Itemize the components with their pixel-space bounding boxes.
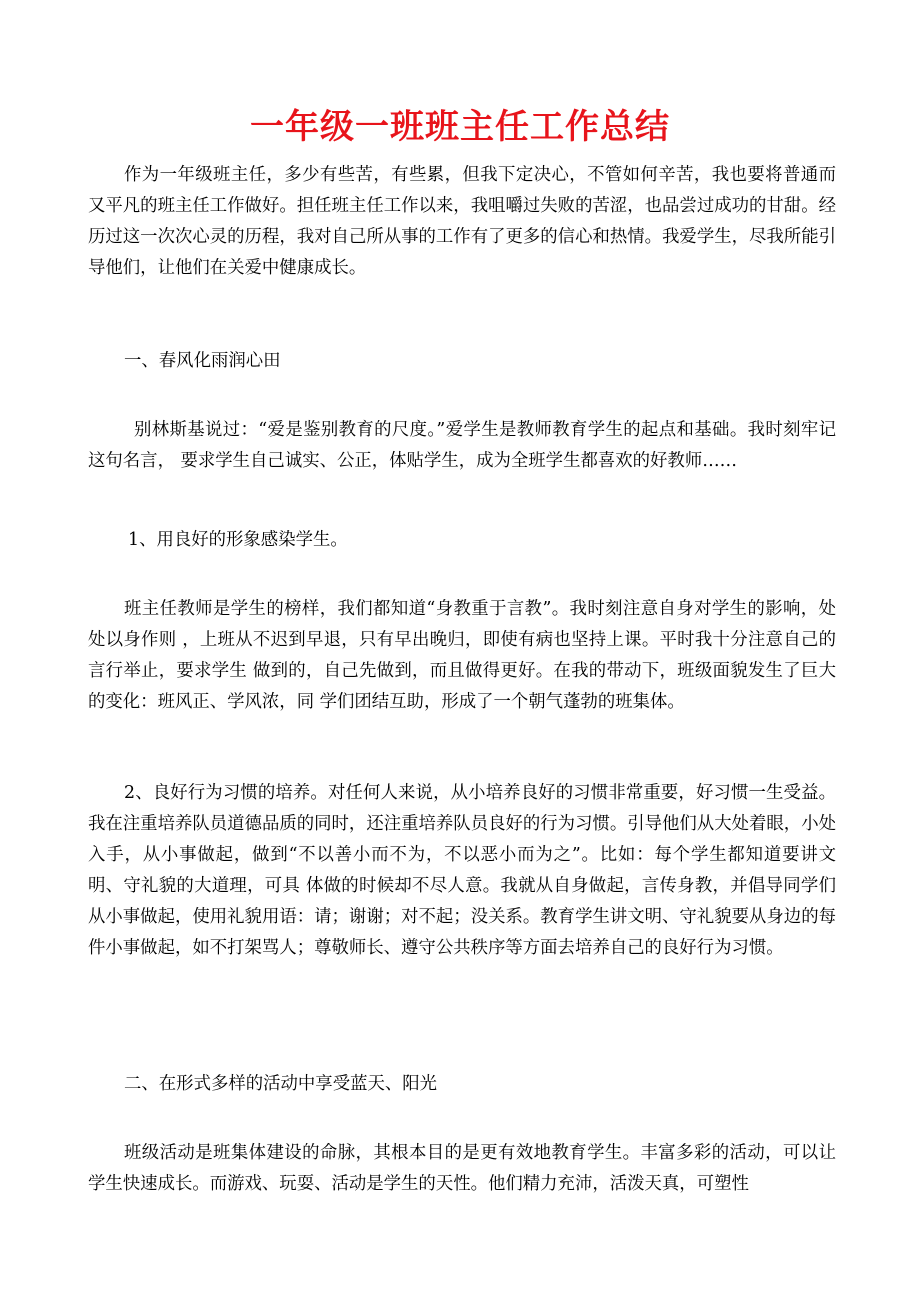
section-heading-2: 二、在形式多样的活动中享受蓝天、阳光 bbox=[124, 1074, 438, 1094]
paragraph-activities: 班级活动是班集体建设的命脉，其根本目的是更有效地教育学生。丰富多彩的活动，可以让学生快速成长。而游戏、玩耍、活动是学生的天性。他们精力充沛，活泼天真，可塑性 bbox=[88, 1143, 836, 1194]
paragraph-example: 班主任教师是学生的榜样，我们都知道“身教重于言教”。我时刻注意自身对学生的影响，处处以身作则 ，上班从不迟到早退，只有早出晚归，即使有病也坚持上课。平时我十分注意自己的言行举止，要求学生 做到的，自己先做到，而且做得更好。在我的带动下，班级面貌发生了巨大的变化：班风正、学风浓，同 学们团结互助，形成了一个朝气蓬勃的班集体。 bbox=[88, 599, 836, 712]
subheading-1: 1、用良好的形象感染学生。 bbox=[128, 530, 348, 550]
paragraph-intro: 作为一年级班主任，多少有些苦，有些累，但我下定决心，不管如何辛苦，我也要将普通而又平凡的班主任工作做好。担任班主任工作以来，我咀嚼过失败的苦涩，也品尝过成功的甘甜。经历过这一次次心灵的历程，我对自己所从事的工作有了更多的信心和热情。我爱学生，尽我所能引导他们，让他们在关爱中健康成长。 bbox=[88, 165, 836, 278]
paragraph-quote: 别林斯基说过：“爱是鉴别教育的尺度。”爱学生是教师教育学生的起点和基础。我时刻牢记这句名言， 要求学生自己诚实、公正，体贴学生，成为全班学生都喜欢的好教师…… bbox=[88, 420, 836, 471]
paragraph-habits: 2、良好行为习惯的培养。对任何人来说，从小培养良好的习惯非常重要，好习惯一生受益。我在注重培养队员道德品质的同时，还注重培养队员良好的行为习惯。引导他们从大处着眼，小处入手，从小事做起，做到“不以善小而不为，不以恶小而为之”。比如：每个学生都知道要讲文明、守礼貌的大道理，可具 体做的时候却不尽人意。我就从自身做起，言传身教，并倡导同学们从小事做起，使用礼貌用语：请；谢谢；对不起；没关系。教育学生讲文明、守礼貌要从身边的每件小事做起，如不打架骂人；尊敬师长、遵守公共秩序等方面去培养自己的良好行为习惯。 bbox=[88, 783, 836, 958]
section-heading-1: 一、春风化雨润心田 bbox=[124, 351, 281, 371]
document-title: 一年级一班班主任工作总结 bbox=[250, 107, 670, 147]
